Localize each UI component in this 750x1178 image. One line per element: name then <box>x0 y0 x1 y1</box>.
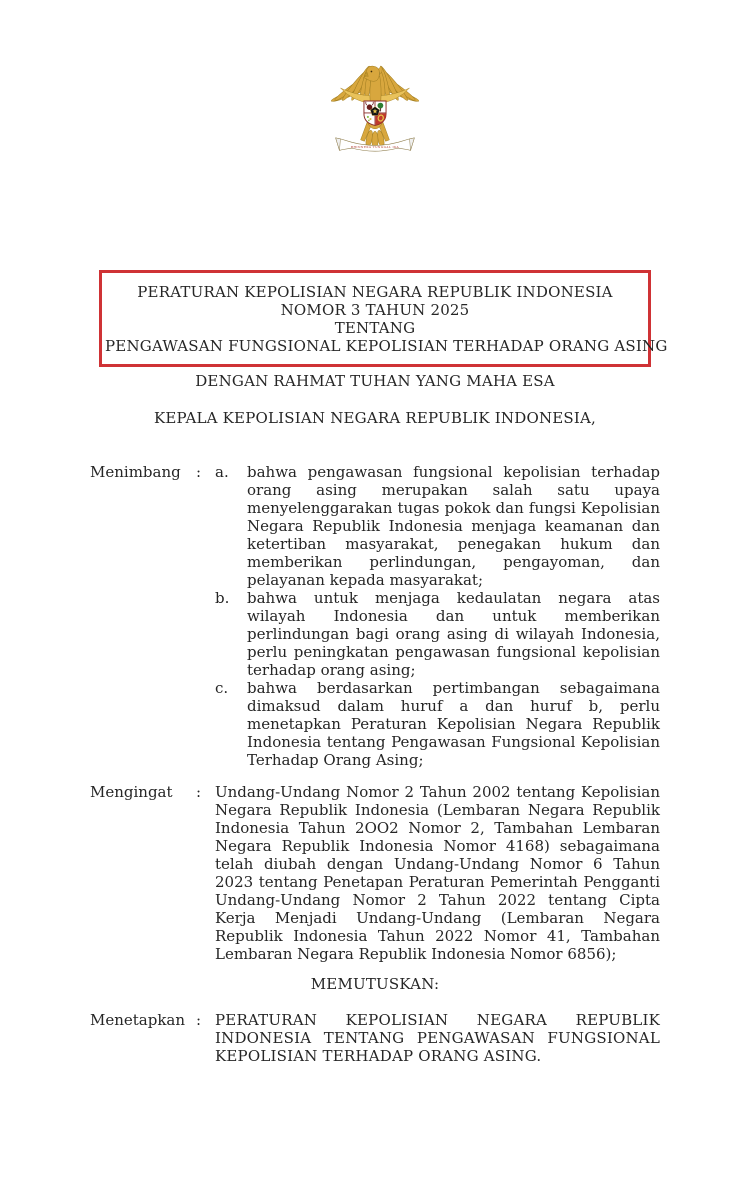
recalling-text: Undang-Undang Nomor 2 Tahun 2002 tentang Kepolisian Negara Republik Indonesia (Lembaran Negara Republik Indonesia Tahun 2OO2 Nomor 2, Tambahan Lembaran Negara Republik Indonesia Nomor 4168) sebagaimana telah diubah dengan Undang-Undang Nomor 6 Tahun 2023 tentang Penetapan Peraturan Pemerintah Pengganti Undang-Undang Nomor 2 Tahun 2022 tentang Cipta Kerja Menjadi Undang-Undang (Lembaran Negara Republik Indonesia Tahun 2022 Nomor 41, Tambahan Lembaran Negara Republik Indonesia Nomor 6856); <box>215 783 660 963</box>
garuda-pancasila-emblem <box>327 62 423 166</box>
considering-section <box>90 463 660 769</box>
item-b-text: bahwa untuk menjaga kedaulatan negara atas wilayah Indonesia dan untuk memberikan perlindungan bagi orang asing di wilayah Indonesia, perlu peningkatan pengawasan fungsional kepolisian terhadap orang asing; <box>247 589 660 679</box>
recalling-separator: : <box>196 783 202 801</box>
considering-item-b <box>215 589 660 679</box>
item-a-marker: a. <box>215 463 229 481</box>
item-a-text: bahwa pengawasan fungsional kepolisian terhadap orang asing merupakan salah satu upaya menyelenggarakan tugas pokok dan fungsi Kepolisian Negara Republik Indonesia menjaga keamanan dan ketertiban masyarakat, penegakan hukum dan memberikan perlindungan, pengayoman, dan pelayanan kepada masyarakat; <box>247 463 660 589</box>
enacting-separator: : <box>196 1011 202 1029</box>
item-b-marker: b. <box>215 589 230 607</box>
banner-text: BHINNEKA TUNGGAL IKA <box>350 144 400 149</box>
pancasila-shield <box>364 101 386 125</box>
recalling-label: Mengingat <box>90 783 173 801</box>
item-c-marker: c. <box>215 679 229 697</box>
regulation-title-box <box>99 270 668 367</box>
considering-item-c <box>215 679 660 769</box>
garuda-pancasila-icon <box>327 62 423 162</box>
motto-line: DENGAN RAHMAT TUHAN YANG MAHA ESA <box>195 372 555 390</box>
enacting-text: PERATURAN KEPOLISIAN NEGARA REPUBLIK INDONESIA TENTANG PENGAWASAN FUNGSIONAL KEPOLISIAN TERHADAP ORANG ASING. <box>215 1011 660 1065</box>
regulation-number-line: NOMOR 3 TAHUN 2025 <box>280 301 470 319</box>
recalling-section <box>90 783 660 963</box>
considering-separator: : <box>196 463 202 481</box>
enacting-section <box>90 1011 660 1065</box>
decision-heading: MEMUTUSKAN: <box>310 975 440 993</box>
considering-items <box>215 463 660 769</box>
considering-item-a <box>215 463 660 589</box>
item-c-text: bahwa berdasarkan pertimbangan sebagaimana dimaksud dalam huruf a dan huruf b, perlu menetapkan Peraturan Kepolisian Negara Republik Indonesia tentang Pengawasan Fungsional Kepolisian Terhadap Orang Asing; <box>247 679 660 769</box>
enacting-label: Menetapkan <box>90 1011 186 1029</box>
regulation-subject-line: PENGAWASAN FUNGSIONAL KEPOLISIAN TERHADAP ORANG ASING <box>105 337 668 355</box>
issuer-line: KEPALA KEPOLISIAN NEGARA REPUBLIK INDONESIA, <box>153 409 597 427</box>
considering-label: Menimbang <box>90 463 181 481</box>
regulation-title-line-1: PERATURAN KEPOLISIAN NEGARA REPUBLIK INDONESIA <box>137 283 613 301</box>
regulation-tentang-line: TENTANG <box>334 319 416 337</box>
